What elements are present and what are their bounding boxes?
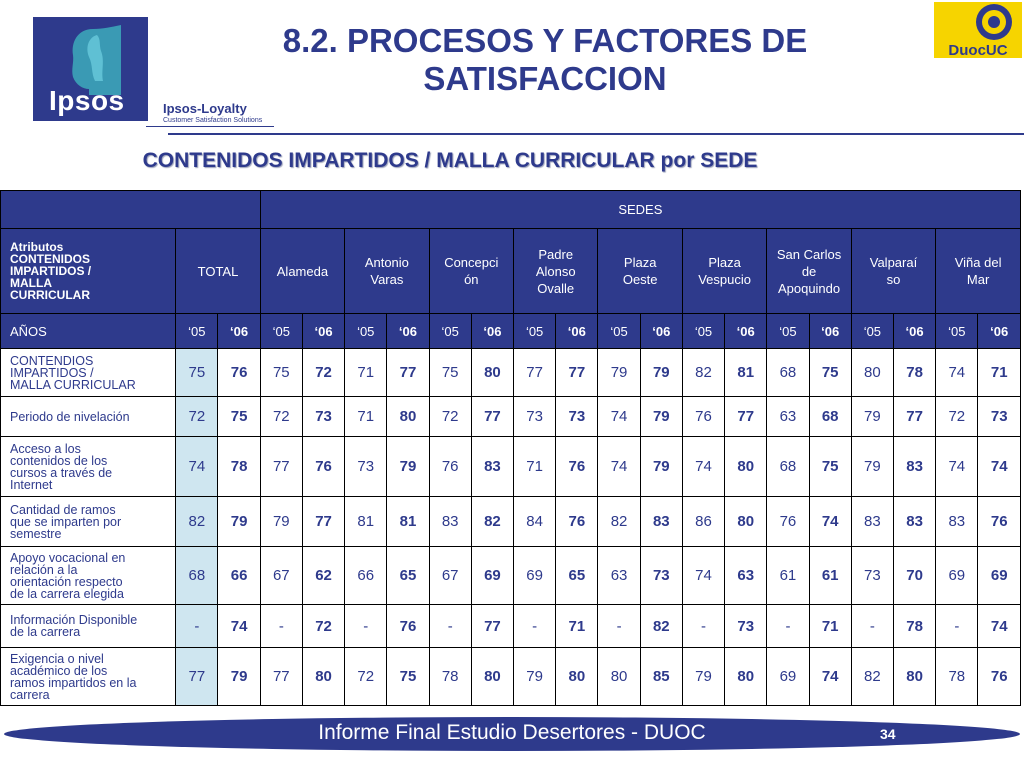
attributes-header — [1, 229, 176, 314]
site-value-cell: 71 — [556, 605, 598, 648]
total-value-cell: 74 — [218, 605, 260, 648]
page-title — [220, 22, 870, 98]
site-value-cell: 80 — [471, 648, 513, 706]
site-header-line: Apoquindo — [777, 280, 841, 296]
site-value-cell: 77 — [302, 497, 344, 547]
year-2005-header: ‘05 — [514, 314, 556, 349]
site-value-cell: 82 — [471, 497, 513, 547]
year-2005-header: ‘05 — [598, 314, 640, 349]
attribute-label-line: CONTENDIOS — [10, 353, 94, 368]
site-value-cell: 74 — [598, 397, 640, 437]
site-value-cell: 79 — [514, 648, 556, 706]
total-header: TOTAL — [176, 229, 260, 314]
site-value-cell: - — [682, 605, 724, 648]
total-value-cell: 68 — [176, 547, 218, 605]
site-value-cell: 82 — [682, 349, 724, 397]
site-header — [514, 229, 598, 314]
site-value-cell: - — [598, 605, 640, 648]
page-title-line-2: SATISFACCION — [423, 60, 667, 97]
site-value-cell: 65 — [387, 547, 429, 605]
site-value-cell: 80 — [556, 648, 598, 706]
attribute-label-line: relación a la — [10, 562, 78, 577]
attribute-label-line: contenidos de los — [10, 453, 108, 468]
site-value-cell: 80 — [387, 397, 429, 437]
site-value-cell: 71 — [809, 605, 851, 648]
attribute-label-line: semestre — [10, 526, 62, 541]
site-value-cell: 73 — [514, 397, 556, 437]
year-2005-header: ‘05 — [936, 314, 978, 349]
attribute-label — [1, 437, 176, 497]
site-header — [936, 229, 1021, 314]
table-header-sites-row — [1, 229, 1021, 314]
table-row — [1, 349, 1021, 397]
section-subtitle: CONTENIDOS IMPARTIDOS / MALLA CURRICULAR por SEDE — [142, 149, 758, 172]
year-2006-header: ‘06 — [302, 314, 344, 349]
site-value-cell: 75 — [429, 349, 471, 397]
site-value-cell: 72 — [345, 648, 387, 706]
site-value-cell: 75 — [260, 349, 302, 397]
year-2005-header: ‘05 — [767, 314, 809, 349]
attribute-label-line: orientación respecto — [10, 574, 123, 589]
site-value-cell: 72 — [260, 397, 302, 437]
site-value-cell: 73 — [978, 397, 1021, 437]
site-header-line: Oeste — [622, 272, 658, 287]
year-2006-header: ‘06 — [218, 314, 260, 349]
attribute-label-line: Periodo de nivelación — [10, 409, 130, 424]
site-value-cell: 83 — [936, 497, 978, 547]
site-value-cell: 74 — [936, 349, 978, 397]
site-value-cell: 77 — [725, 397, 767, 437]
site-value-cell: 73 — [725, 605, 767, 648]
site-value-cell: 77 — [893, 397, 935, 437]
site-value-cell: 76 — [302, 437, 344, 497]
site-value-cell: 72 — [429, 397, 471, 437]
site-value-cell: 74 — [936, 437, 978, 497]
site-value-cell: 83 — [851, 497, 893, 547]
table-header-sedes-row — [1, 191, 1021, 229]
loyalty-underline — [146, 126, 274, 127]
total-value-cell: 74 — [176, 437, 218, 497]
table-row — [1, 437, 1021, 497]
ipsos-logo — [33, 17, 148, 121]
site-value-cell: 66 — [345, 547, 387, 605]
site-value-cell: 81 — [725, 349, 767, 397]
site-value-cell: 75 — [809, 437, 851, 497]
site-value-cell: 74 — [682, 437, 724, 497]
site-value-cell: 72 — [936, 397, 978, 437]
page-title-line-1: 8.2. PROCESOS Y FACTORES DE — [282, 22, 808, 59]
site-value-cell: 80 — [302, 648, 344, 706]
site-value-cell: 82 — [640, 605, 682, 648]
site-value-cell: 79 — [260, 497, 302, 547]
site-value-cell: 77 — [471, 605, 513, 648]
site-value-cell: 69 — [936, 547, 978, 605]
table-row — [1, 497, 1021, 547]
site-value-cell: 78 — [893, 605, 935, 648]
duoc-logo — [930, 0, 1024, 58]
site-value-cell: 70 — [893, 547, 935, 605]
sedes-header: SEDES — [260, 191, 1020, 229]
year-2006-header: ‘06 — [471, 314, 513, 349]
duoc-wordmark: DuocUC — [948, 42, 1008, 58]
site-value-cell: 78 — [936, 648, 978, 706]
site-value-cell: 80 — [471, 349, 513, 397]
site-header-line: San Carlos — [776, 246, 842, 262]
site-value-cell: 77 — [387, 349, 429, 397]
table-header-years-row — [1, 314, 1021, 349]
site-value-cell: 79 — [640, 437, 682, 497]
site-value-cell: 76 — [682, 397, 724, 437]
site-value-cell: 74 — [978, 605, 1021, 648]
year-2006-header: ‘06 — [556, 314, 598, 349]
site-header-line: de — [801, 263, 817, 279]
attributes-header-line: Atributos — [10, 240, 64, 254]
attribute-label-line: de la carrera elegida — [10, 586, 124, 601]
total-value-cell: 79 — [218, 648, 260, 706]
site-value-cell: 79 — [851, 437, 893, 497]
site-value-cell: 68 — [809, 397, 851, 437]
year-2006-header: ‘06 — [640, 314, 682, 349]
site-value-cell: 62 — [302, 547, 344, 605]
site-value-cell: 76 — [387, 605, 429, 648]
site-value-cell: 73 — [302, 397, 344, 437]
site-header — [598, 229, 682, 314]
page-number: 34 — [880, 726, 896, 742]
site-value-cell: 83 — [471, 437, 513, 497]
attributes-header-line: MALLA — [10, 276, 52, 290]
attribute-label-line: ramos impartidos en la — [10, 675, 137, 690]
site-value-cell: 73 — [640, 547, 682, 605]
site-value-cell: 83 — [429, 497, 471, 547]
attributes-header-line: CONTENIDOS — [10, 252, 91, 266]
satisfaction-table — [0, 190, 1021, 706]
site-value-cell: 74 — [598, 437, 640, 497]
site-header-line: Viña del — [954, 255, 1002, 270]
site-value-cell: 71 — [345, 397, 387, 437]
site-value-cell: 69 — [471, 547, 513, 605]
attribute-label-line: Exigencia o nivel — [10, 651, 104, 666]
ipsos-loyalty-subtitle: Customer Satisfaction Solutions — [163, 117, 263, 124]
site-value-cell: 65 — [556, 547, 598, 605]
site-value-cell: 67 — [260, 547, 302, 605]
total-value-cell: 75 — [176, 349, 218, 397]
site-value-cell: 68 — [767, 437, 809, 497]
site-value-cell: - — [429, 605, 471, 648]
site-header-line: Antonio — [364, 255, 409, 270]
site-header-line: Valparaí — [869, 255, 918, 270]
site-value-cell: - — [345, 605, 387, 648]
site-value-cell: 79 — [851, 397, 893, 437]
site-value-cell: 76 — [978, 497, 1021, 547]
site-value-cell: 77 — [471, 397, 513, 437]
site-header-line: Mar — [966, 272, 990, 287]
table-row — [1, 397, 1021, 437]
year-2005-header: ‘05 — [176, 314, 218, 349]
site-value-cell: 82 — [851, 648, 893, 706]
site-value-cell: 79 — [640, 397, 682, 437]
year-2006-header: ‘06 — [893, 314, 935, 349]
header-divider — [168, 133, 1024, 135]
table-row — [1, 605, 1021, 648]
attribute-label-line: académico de los — [10, 663, 108, 678]
site-value-cell: 83 — [893, 497, 935, 547]
site-value-cell: 74 — [978, 437, 1021, 497]
total-value-cell: 78 — [218, 437, 260, 497]
total-value-cell: 76 — [218, 349, 260, 397]
site-header-line: Concepci — [444, 255, 499, 270]
site-value-cell: 67 — [429, 547, 471, 605]
site-header-line: so — [886, 272, 901, 287]
site-value-cell: 80 — [893, 648, 935, 706]
attributes-header-line: IMPARTIDOS / — [10, 264, 92, 278]
site-value-cell: 69 — [978, 547, 1021, 605]
site-value-cell: - — [767, 605, 809, 648]
site-value-cell: - — [851, 605, 893, 648]
site-value-cell: 85 — [640, 648, 682, 706]
site-value-cell: 77 — [260, 648, 302, 706]
site-header — [851, 229, 935, 314]
site-header — [345, 229, 429, 314]
site-value-cell: 63 — [598, 547, 640, 605]
site-header-line: Plaza — [623, 255, 657, 270]
attribute-label — [1, 648, 176, 706]
site-value-cell: 77 — [260, 437, 302, 497]
site-value-cell: 75 — [387, 648, 429, 706]
year-2005-header: ‘05 — [851, 314, 893, 349]
attribute-label-line: de la carrera — [10, 625, 81, 639]
site-value-cell: 73 — [556, 397, 598, 437]
attribute-label-line: Información Disponible — [10, 613, 138, 627]
site-value-cell: 73 — [851, 547, 893, 605]
total-value-cell: 66 — [218, 547, 260, 605]
site-value-cell: 84 — [514, 497, 556, 547]
total-value-cell: 75 — [218, 397, 260, 437]
site-header-line: Alameda — [276, 263, 329, 279]
site-value-cell: 71 — [514, 437, 556, 497]
site-value-cell: 76 — [556, 497, 598, 547]
attribute-label — [1, 497, 176, 547]
site-value-cell: 83 — [640, 497, 682, 547]
site-value-cell: 71 — [345, 349, 387, 397]
site-value-cell: 86 — [682, 497, 724, 547]
site-value-cell: 69 — [767, 648, 809, 706]
site-header-line: ón — [464, 272, 479, 287]
site-value-cell: 61 — [809, 547, 851, 605]
attribute-label-line: cursos a través de — [10, 465, 113, 480]
site-header-line: Varas — [370, 272, 404, 287]
site-value-cell: 79 — [387, 437, 429, 497]
site-value-cell: 76 — [767, 497, 809, 547]
site-value-cell: 82 — [598, 497, 640, 547]
site-value-cell: 80 — [725, 497, 767, 547]
site-value-cell: 81 — [387, 497, 429, 547]
site-value-cell: 81 — [345, 497, 387, 547]
ipsos-wordmark: Ipsos — [49, 85, 125, 116]
site-value-cell: 76 — [429, 437, 471, 497]
total-value-cell: 77 — [176, 648, 218, 706]
site-value-cell: 80 — [725, 437, 767, 497]
table-row — [1, 648, 1021, 706]
year-2006-header: ‘06 — [978, 314, 1021, 349]
site-value-cell: 61 — [767, 547, 809, 605]
table-row — [1, 547, 1021, 605]
site-value-cell: 79 — [640, 349, 682, 397]
attribute-label-line: Apoyo vocacional en — [10, 550, 126, 565]
year-2006-header: ‘06 — [725, 314, 767, 349]
site-value-cell: 79 — [682, 648, 724, 706]
site-value-cell: 74 — [809, 648, 851, 706]
site-value-cell: 80 — [725, 648, 767, 706]
footer-title: Informe Final Estudio Desertores - DUOC — [318, 721, 706, 744]
attribute-label-line: Cantidad de ramos — [10, 502, 116, 517]
attribute-label-line: IMPARTIDOS / — [10, 365, 94, 380]
site-value-cell: 74 — [682, 547, 724, 605]
site-value-cell: 71 — [978, 349, 1021, 397]
attribute-label-line: Internet — [10, 477, 53, 492]
site-value-cell: 72 — [302, 605, 344, 648]
year-2006-header: ‘06 — [809, 314, 851, 349]
year-2005-header: ‘05 — [345, 314, 387, 349]
year-2005-header: ‘05 — [682, 314, 724, 349]
attribute-label-line: Acceso a los — [10, 441, 81, 456]
site-header-line: Ovalle — [537, 280, 575, 296]
site-value-cell: 73 — [345, 437, 387, 497]
attribute-label — [1, 547, 176, 605]
site-value-cell: - — [260, 605, 302, 648]
site-value-cell: - — [936, 605, 978, 648]
site-value-cell: 75 — [809, 349, 851, 397]
site-value-cell: 74 — [809, 497, 851, 547]
site-value-cell: 79 — [598, 349, 640, 397]
site-header — [682, 229, 766, 314]
site-header — [767, 229, 851, 314]
attribute-label — [1, 397, 176, 437]
year-2005-header: ‘05 — [429, 314, 471, 349]
site-header-line: Vespucio — [698, 272, 751, 287]
attribute-label-line: carrera — [10, 687, 50, 702]
site-value-cell: 63 — [725, 547, 767, 605]
site-value-cell: 77 — [556, 349, 598, 397]
site-header-line: Alonso — [535, 263, 576, 279]
site-value-cell: 78 — [429, 648, 471, 706]
attribute-label-line: MALLA CURRICULAR — [10, 377, 136, 392]
total-value-cell: 79 — [218, 497, 260, 547]
attribute-label — [1, 349, 176, 397]
total-value-cell: - — [176, 605, 218, 648]
site-value-cell: 68 — [767, 349, 809, 397]
site-value-cell: - — [514, 605, 556, 648]
attribute-label — [1, 605, 176, 648]
ipsos-loyalty-title: Ipsos-Loyalty — [163, 101, 247, 116]
site-value-cell: 80 — [851, 349, 893, 397]
year-2005-header: ‘05 — [260, 314, 302, 349]
attributes-header-line: CURRICULAR — [10, 288, 90, 302]
site-header — [260, 229, 344, 314]
site-value-cell: 69 — [514, 547, 556, 605]
site-value-cell: 78 — [893, 349, 935, 397]
site-value-cell: 83 — [893, 437, 935, 497]
total-value-cell: 72 — [176, 397, 218, 437]
year-2006-header: ‘06 — [387, 314, 429, 349]
site-header — [429, 229, 513, 314]
site-value-cell: 77 — [514, 349, 556, 397]
table-corner-cell — [1, 191, 261, 229]
attribute-label-line: que se imparten por — [10, 514, 122, 529]
site-header-line: Plaza — [708, 255, 741, 270]
site-value-cell: 76 — [978, 648, 1021, 706]
site-value-cell: 72 — [302, 349, 344, 397]
years-label: AÑOS — [1, 314, 176, 349]
site-header-line: Padre — [538, 246, 574, 262]
site-value-cell: 63 — [767, 397, 809, 437]
site-value-cell: 80 — [598, 648, 640, 706]
total-value-cell: 82 — [176, 497, 218, 547]
site-value-cell: 76 — [556, 437, 598, 497]
